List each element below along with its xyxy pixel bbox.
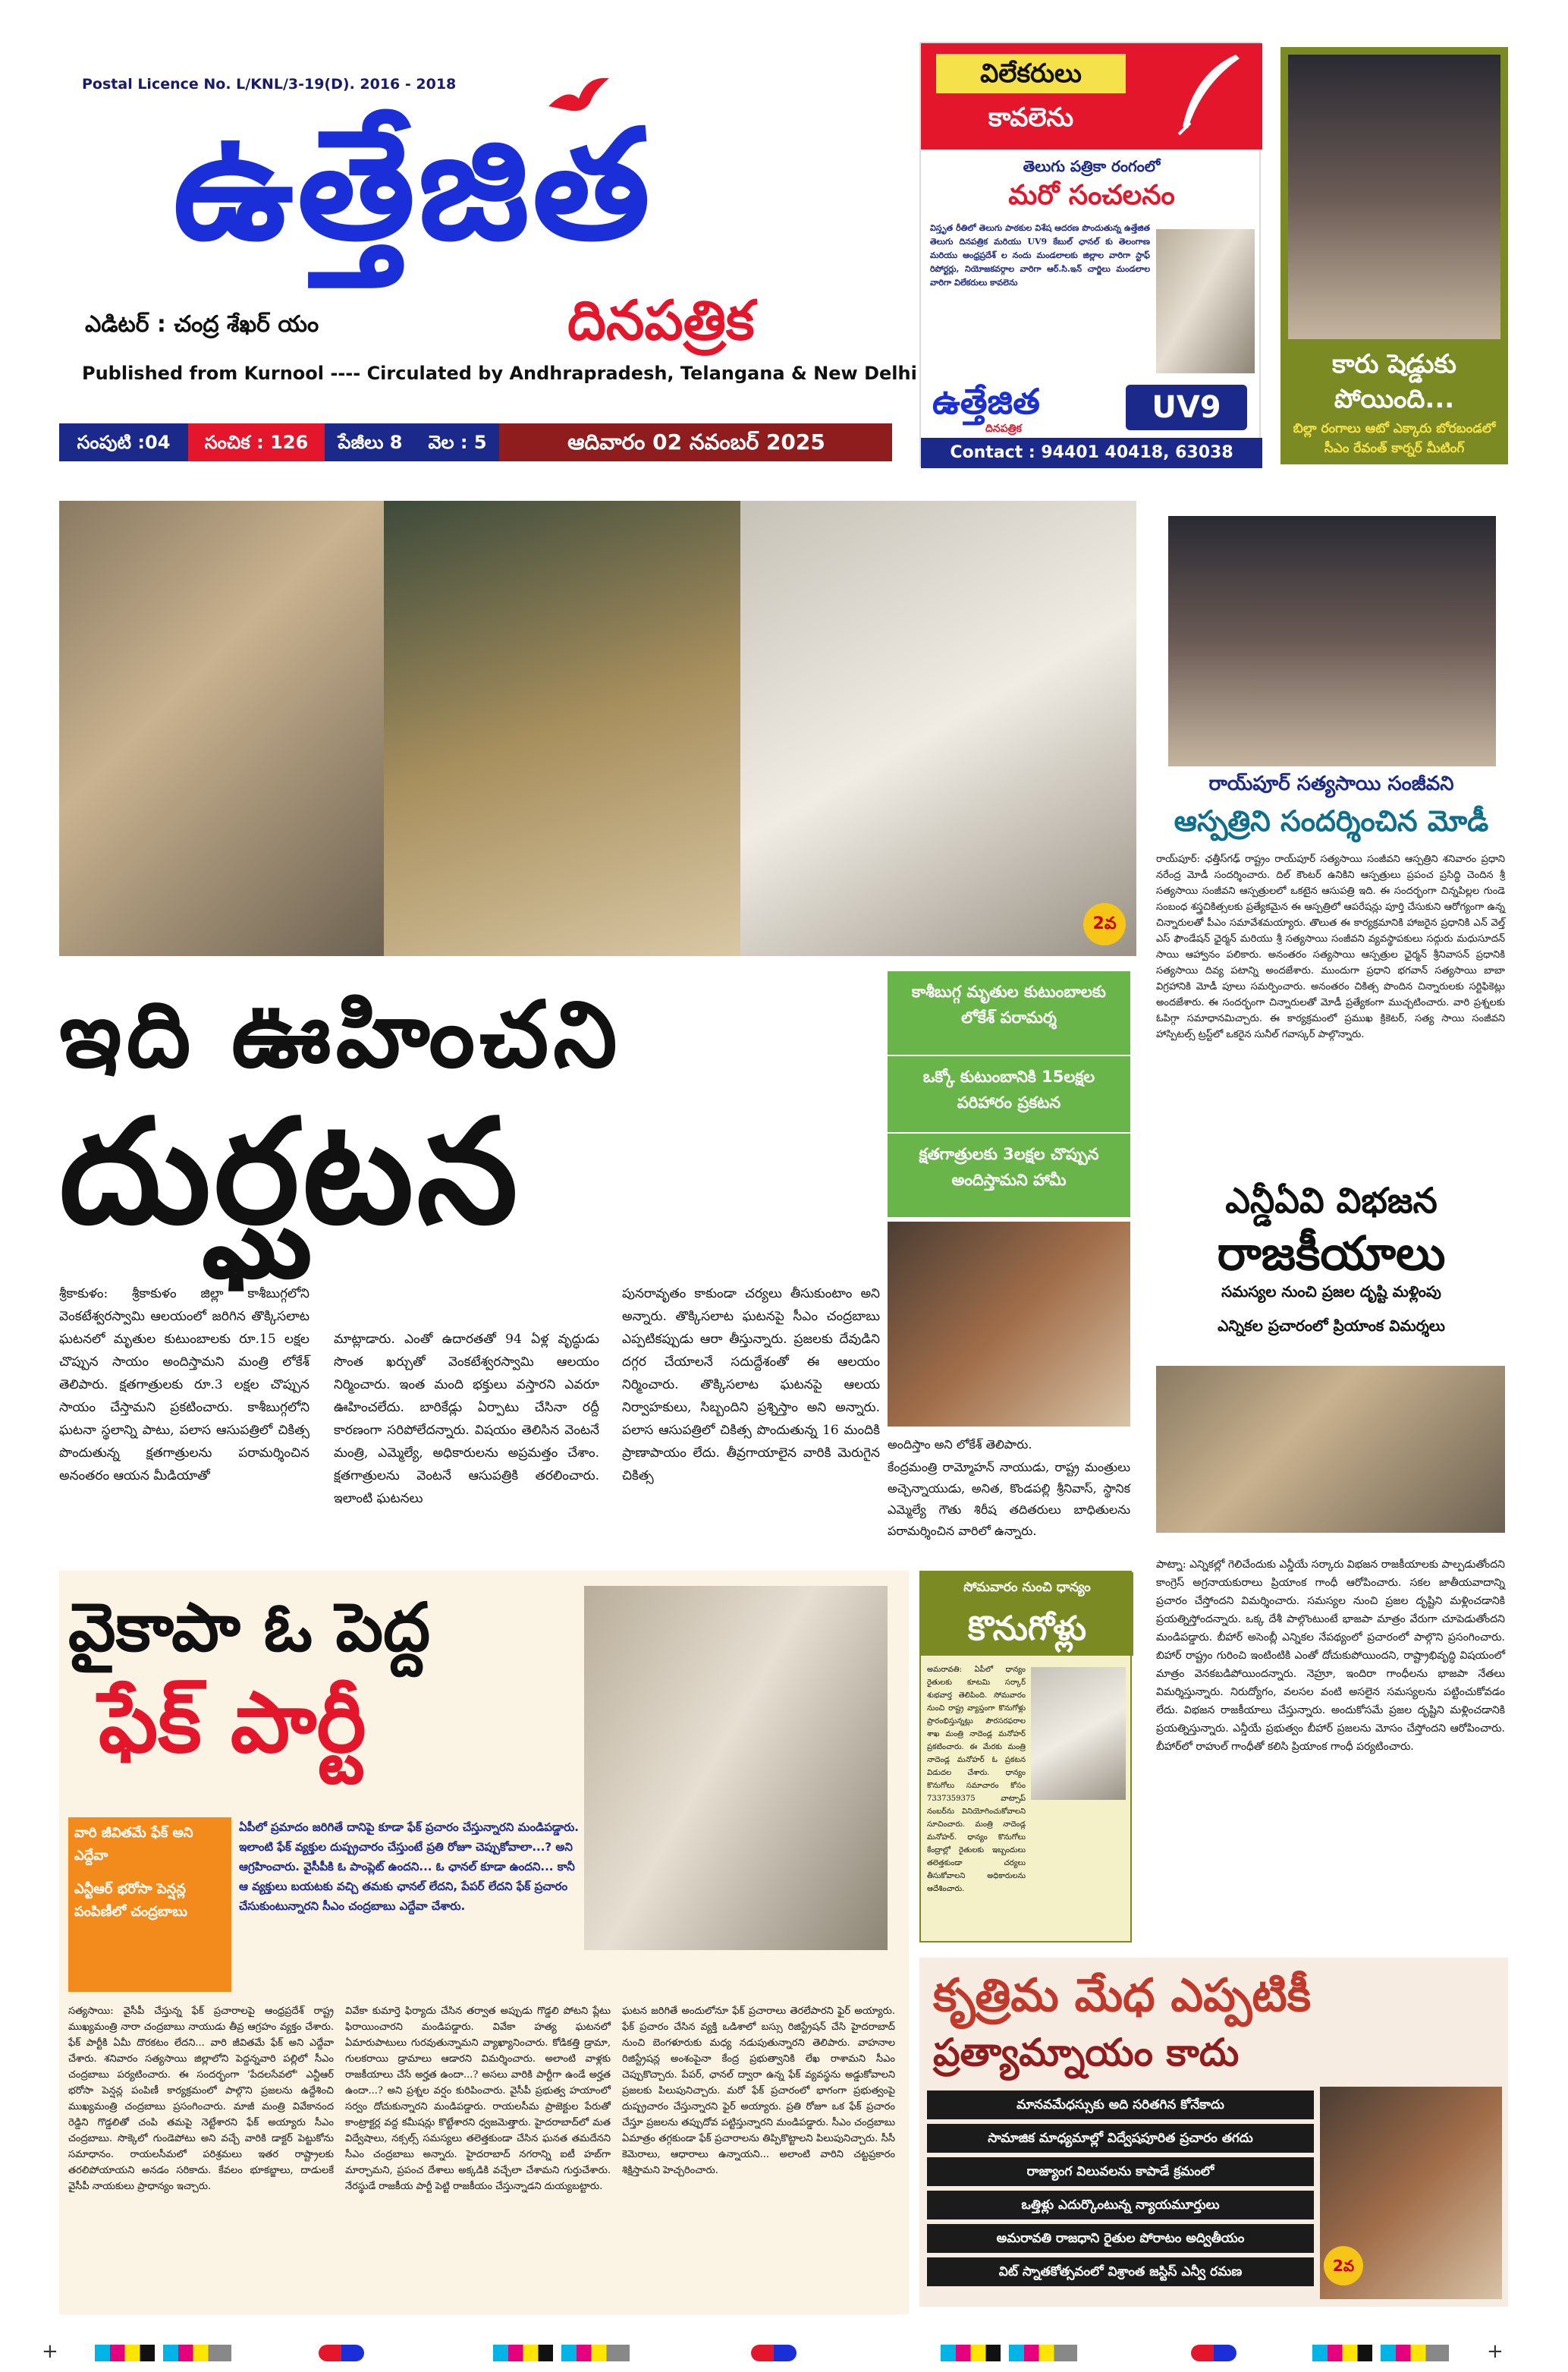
registration-dot	[1191, 2345, 1236, 2361]
ad-newspaper-image	[1156, 229, 1255, 373]
modi-photo	[1168, 516, 1496, 766]
side-promo-headline: కారు షెడ్డుకు పోయింది...	[1332, 349, 1456, 414]
nda-body: పాట్నా: ఎన్నికల్లో గెలిచేందుకు ఎన్డీయే సర్కారు విభజన రాజకీయాలకు పాల్పడుతోందని కాంగ్రెస్ అగ్రనాయకురాలు ప్రియాంక గాంధీ ఆరోపించారు. సకల జాతీయవాదాన్ని ప్రచారం చేస్తోందని విమర్శించారు. సమస్యల నుంచి ప్రజల దృష్టిని మళ్లించడానికి ప్రయత్నిస్తోందన్నారు. ఒక్క దేశీ పాల్గొంటుంటే భాజపా మాత్రం వేరుగా చూపెడుతోందని మండిపడ్డారు. బీహార్ అసెంబ్లీ ఎన్నికల నేపథ్యంలో ప్రచారంలో పాల్గొని ప్రసంగించారు. బిహార్ రాష్ట్రం గురించి ఇంటింటికి ఎంతో దోచుకుపోయిందని, రాష్ట్రాభివృద్ధి విషయంలో మాత్రం వెనకబడిపోయిందన్నారు. నెహ్రూ, ఇందిరా గాంధీలను భాజపా నేతలు విమర్శిస్తున్నారు. నిరుద్యోగం, వలసల వంటి అసలైన సమస్యలను పట్టించుకోవడం లేదు. విభజన రాజకీయాలు చేస్తున్నారు. అందుకోసమే ప్రజల దృష్టిని మళ్లించడానికి ప్రయత్నిస్తున్నారు. ఎన్డీయే ప్రభుత్వం బీహార్ ప్రజలను మోసం చేస్తోందని ఆరోపించారు. బీహార్‌లో రాహుల్ గాంధీతో కలిసి ప్రియాంక గాంధీ పర్యటించారు.	[1156, 1559, 1505, 1753]
issue-label: సంచిక : 126	[188, 423, 325, 461]
main-story-col3: పునరావృతం కాకుండా చర్యలు తీసుకుంటాం అని అన్నారు. తొక్కిసలాట ఘటనపై సీఎం చంద్రబాబు ఎప్పటికప్పుడు ఆరా తీస్తున్నారు. ప్రజలకు దేవుడిని దగ్గర చేయాలనే సదుద్దేశంతో ఈ ఆలయం నిర్మించారు. తొక్కిసలాట ఘటనపై ఆలయ నిర్వాహకులు, సిబ్బందిని ప్రశ్నిస్తాం అని అన్నారు. పలాస ఆసుపత్రిలో చికిత్స పొందుతున్న 16 మందికి ప్రాణాపాయం లేదు. తీవ్రగాయాలైన వారికి మెరుగైన చికిత్స	[622, 1286, 880, 1483]
nda-sub1: సమస్యల నుంచి ప్రజల దృష్టి మళ్లింపు	[1221, 1282, 1441, 1301]
ad-line2: మరో సంచలనం	[1008, 180, 1175, 211]
main-story-col1: శ్రీకాకుళం: శ్రీకాకుళం జిల్లా కాశీబుగ్గలోని వెంకటేశ్వరస్వామి ఆలయంలో జరిగిన తొక్కిసలాట ఘటనలో మృతుల కుటుంబాలకు రూ.15 లక్షల చొప్పున సాయం అందిస్తామని మంత్రి లోకేశ్ తెలిపారు. క్షతగాత్రులకు రూ.3 లక్షల చొప్పున సాయం చేస్తామని ప్రకటించారు. కాశీబుగ్గలోని ఘటనా స్థలాన్ని పాటు, పలాస ఆసుపత్రిలో చికిత్స పొందుతున్న క్షతగాత్రులను పరామర్శించిన అనంతరం ఆయన మీడియాతో	[59, 1286, 310, 1483]
color-swatch-strip	[941, 2345, 1077, 2361]
ad-contact: Contact : 94401 40418, 63038 17489	[921, 438, 1262, 468]
ai-bullet: సామాజిక మాధ్యమాల్లో విద్వేషపూరిత ప్రచారం తగదు	[927, 2124, 1314, 2153]
registration-dot	[751, 2345, 797, 2361]
ai-bullet: అమరావతి రాజధాని రైతుల పోరాటం అద్వితీయం	[927, 2224, 1314, 2253]
nda-headline1: ఎన్డీఏవి విభజన	[1225, 1180, 1438, 1221]
crop-mark-right-icon: +	[1487, 2340, 1504, 2363]
ycp-quote: ఏపీలో ప్రమాదం జరిగితే దానిపై కూడా ఫేక్ ప్రచారం చేస్తున్నారని మండిపడ్డారు. ఇలాంటి ఫేక్ వ్యక్తుల దుష్ప్రచారం చేస్తుంటే ప్రతి రోజూ చెప్పుకోవాలా...? అని ఆగ్రహించారు. వైసీపీకి ఓ పాంప్లెట్ ఉందని... ఓ ఛానల్ కూడా ఉందని... కానీ ఆ వ్యక్తులు బయటకు వచ్చి తమకు ఛానల్ లేదని, పేపర్ లేదని ఫేక్ ప్రచారం చేసుకుంటున్నారని సీఎం చంద్రబాబు ఎద్దేవా చేశారు.	[239, 1820, 579, 1913]
lokesh-box-line1: కాశీబుగ్గ మృతుల కుటుంబాలకు లోకేశ్ పరామర్శ	[888, 971, 1130, 1055]
ycp-body-col2: వివేకా కుమార్తె ఫిర్యాదు చేసిన తర్వాత అప్పుడు గొడ్డలి పోటని ప్లేటు ఫిరాయించారని మండిపడ్డారు. వివేకా హత్య ఘటనలో ఏమారుపాటులు గురవుతున్నామని వ్యాఖ్యానించారు. కోడికత్తి డ్రామా, గులకరాయి డ్రామాలు ఆడారని విమర్శించారు. అలాంటి వాళ్లకు రాజకీయాలు చేసే అర్హత ఉందా...? అసలు వారికి పార్టీగా ఉండే అర్హత ఉందా...? అని ప్రశ్నల వర్షం కురిపించారు. వైసీపీ ప్రభుత్వ హయాంలో సర్వం దోచుకున్నారని మండిపడ్డారు. రాయలసీమ ప్రాజెక్టుల పేరుతో కాంట్రాక్టర్ల వద్ద కమీషన్లు కొట్టేశారని ధ్వజమెత్తారు. హైదరాబాద్‌లో మత విద్వేషాలు, నక్సల్స్ సమస్యలు తలెత్తకుండా చేసిన ఘనత తమదేనని సీఎం చంద్రబాబు అన్నారు. హైదరాబాద్ నగరాన్ని ఐటీ హబ్‌గా మార్చామని, ప్రపంచ దేశాలు అక్కడికి వచ్చేలా చేశామని గుర్తుచేశారు. నేరస్థుడే రాజకీయ పార్టీ పెట్టి రాజకీయం చేస్తున్నాడని దుయ్యబట్టారు.	[345, 2006, 611, 2192]
recruitment-ad	[919, 42, 1261, 492]
ai-page-ref: 2వ	[1324, 2246, 1363, 2285]
ai-bullet: మానవమేధస్సుకు అది సరితగిన కోనేకాదు	[927, 2090, 1314, 2119]
grain-box	[919, 1571, 1132, 1943]
price-label: వెల : 5	[416, 423, 499, 461]
newspaper-title: ఉత్తేజిత	[173, 97, 654, 274]
modi-body: రాయ్‌పూర్: ఛత్తీస్‌గఢ్ రాష్ట్రం రాయ్‌పూర్ సత్యసాయి సంజీవని ఆస్పత్రిని శనివారం ప్రధాని నరేంద్ర మోడీ సందర్శించారు. దిల్ కౌంటర్ ఉనికిని ఆస్పత్రులు ప్రపంచ ప్రసిద్ధి చెందిన శ్రీ సత్యసాయి సంజీవని ఆస్పత్రులలో ఒకటైన ఆసుపత్రి ఇది. ఈ సందర్భంగా చిన్నపిల్లల గుండె సంబంధ శస్త్రచికిత్సలకు ప్రత్యేకమైన ఈ ఆస్పత్రిలో ఆపరేషన్లు పూర్తి చేసుకుని ఆరోగ్యంగా ఉన్న చిన్నారులతో పీఎం సమావేశమయ్యారు. తొలుత ఈ కార్యక్రమానికి హాజరైన ప్రధానికి ఎన్ వెల్త్ ఎస్ ఫౌండేషన్ ఛైర్మన్ మరియు శ్రీ సత్యసాయి సంజీవని వ్యవస్థాపకులు సద్గురు మధుసూదన్ సాయి ఆహ్వానం పలికారు. అనంతరం సత్యసాయి ఆస్పత్రుల ఛైర్మన్ శ్రీనివాసన్ ప్రధానికి సత్యసాయి దివ్య పటాన్ని అందజేశారు. ముందుగా ప్రధాని భగవాన్ సత్యసాయి బాబా విగ్రహానికి మోడీ పూలు సమర్పించారు. అనంతరం చికిత్స పొందిన చిన్నారులకు సర్టిఫికెట్లు అందజేశారు. ఈ సందర్భంగా చిన్నారులతో మోడీ ప్రత్యేకంగా ముచ్చటించారు. వారి ప్రశ్నలకు ఓపిగ్గా సమాధానమిచ్చారు. ఈ కార్యక్రమంలో ప్రముఖ క్రికెటర్, సత్య సాయి సంజీవని హాస్పిటల్స్ ట్రస్ట్‌లో ఒకరైన సునీల్ గవాస్కర్ పాల్గొన్నారు.	[1156, 854, 1505, 1040]
ai-headline1: కృత్రిమ మేధ ఎప్పటికీ	[933, 1969, 1312, 2022]
print-registration-bar	[0, 2337, 1568, 2367]
ad-heading-line1: విలేకరులు	[936, 54, 1126, 93]
ycp-body-col3: ఘటన జరిగితే అందులోనూ ఫేక్ ప్రచారాలు తెరలేపారని ఫైర్ అయ్యారు. ఫేక్ ప్రచారం చేసిన వ్యక్తి ఒడిశాలో బస్సు రిజిస్ట్రేషన్ చేసి హైదరాబాద్ నుంచి బెంగళూరుకు మధ్య నడుపుతున్నారని తెలిపారు. వాహనాల రిజిస్ట్రేషన్ల అంశంపైనా కేంద్ర ప్రభుత్వానికి లేఖ రాశామని సీఎం చెప్పుకొచ్చారు. పేపర్, ఛానల్ ద్వారా ఉన్న ఫేక్ వ్యవస్థను అడ్డుకోవాలని ప్రజలకు పిలుపునిచ్చారు. మరో ఫేక్ ప్రచారంలో భాగంగా ప్రభుత్వంపై దుష్ప్రచారం చేస్తున్నారని ఫైర్ అయ్యారు. ప్రతి రోజూ ఒక ఫేక్ ప్రచారం చేస్తూ ప్రజలను తప్పుదోవ పట్టిస్తున్నారని మండిపడ్డారు. సీఎం చంద్రబాబు ఏమాత్రం తగ్గకుండా ఫేక్ ప్రచారాలను తిప్పికొట్టాలని పిలుపునిచ్చారు. సీసీ కెమెరాలు, ఆధారాలు ఉన్నాయని... అలాంటి వారిని చట్టప్రకారం శిక్షిస్తామని హెచ్చరించారు.	[622, 2006, 895, 2176]
lokesh-photo	[888, 1222, 1130, 1427]
main-story-col2: మాట్లాడారు. ఎంతో ఉదారతతో 94 ఏళ్ల వృద్ధుడు సొంత ఖర్చుతో వెంకటేశ్వరస్వామి ఆలయం నిర్మించారు. ఇంత మంది భక్తులు వస్తారని ఎవరూ ఊహించలేదు. బారికేడ్లు ఏర్పాటు చేసినా రద్దీ కారణంగా సరిపోలేదన్నారు. విషయం తెలిసిన వెంటనే మంత్రి, ఎమ్మెల్యే, అధికారులను అప్రమత్తం చేశాం. క్షతగాత్రులను వెంటనే ఆసుపత్రికి తరలించారు. ఇలాంటి ఘటనలు	[334, 1332, 599, 1506]
ad-brand: ఉత్తేజిత	[932, 381, 1040, 422]
volume-label: సంపుటి :04	[59, 423, 188, 461]
color-swatch-strip	[493, 2345, 630, 2361]
nda-headline2: రాజకీయాలు	[1217, 1225, 1446, 1281]
ai-headline2: ప్రత్యామ్నాయం కాదు	[933, 2031, 1240, 2075]
ycp-orange-text1: వారి జీవితమే ఫేక్ అని ఎద్దేవా	[74, 1825, 193, 1864]
ad-channel-logo: UV9	[1126, 385, 1247, 430]
editor-name: ఎడిటర్ : చంద్ర శేఖర్ యం	[85, 311, 319, 338]
lokesh-box	[888, 971, 1130, 1548]
ycp-headline1: వైకాపా ఓ పెద్ద	[68, 1588, 431, 1666]
date-label: ఆదివారం 02 నవంబర్ 2025	[567, 429, 825, 455]
lokesh-body: కేంద్రమంత్రి రామ్మోహన్ నాయుడు, రాష్ట్ర మంత్రులు అచ్చెన్నాయుడు, అనిత, కొండపల్లి శ్రీనివాస్, స్థానిక ఎమ్మెల్యే గౌతు శిరీష తదితరులు బాధితులను పరామర్శించిన వారిలో ఉన్నారు.	[888, 1460, 1130, 1538]
modi-headline2: ఆస్పత్రిని సందర్శించిన మోడీ	[1174, 804, 1489, 838]
page-ref-badge: 2వ	[1083, 903, 1126, 945]
ad-brand-sub: దినపత్రిక	[985, 423, 1022, 435]
ad-heading-line2: కావలెను	[988, 102, 1074, 133]
stampede-photo-2	[384, 501, 740, 956]
ycp-headline2: ఫేక్ పార్టీ	[99, 1674, 366, 1771]
ycp-body-col1: సత్యసాయి: వైసీపీ చేస్తున్న ఫేక్ ప్రచారాలపై ఆంధ్రప్రదేశ్ రాష్ట్ర ముఖ్యమంత్రి నారా చంద్రబాబు నాయుడు తీవ్ర ఆగ్రహం వ్యక్తం చేశారు. ఫేక్ పార్టీకి ఏమీ దొరకటం లేదని... వారి జీవితమే ఫేక్ అని ఎద్దేవా చేశారు. శనివారం సత్యసాయి జిల్లాలోని పెద్దన్నవారి పల్లిలో సీఎం చంద్రబాబు పర్యటించారు. ఈ సందర్భంగా 'పేదలసేవలో' ఎన్టీఆర్ భరోసా పెన్షన్ల పంపిణీ కార్యక్రమంలో పాల్గొని ప్రజలను ఉద్దేశించి ముఖ్యమంత్రి చంద్రబాబు ప్రసంగించారు. మాజీ మంత్రి వివేకానంద రెడ్డిని గొడ్డలితో చంపి తమపై నెట్టేశారని ఫేక్ అయ్యారు సీఎం చంద్రబాబు. సొక్కెలో గుండెపోటు అని వచ్చే వారికి డాక్టర్ పెట్టుకోను సమాధానం. రాయలసీమలో పరిశ్రమలు ఇతర రాష్ట్రాలకు తరలిపోయాయని అనడం సరికాదు. కేవలం భూకబ్జాలు, దాడులకే వైసీపీ నాయకులు ప్రాధాన్యం ఇచ్చారు.	[68, 2006, 334, 2192]
ai-bullet: విట్ స్నాతకోత్సవంలో విశ్రాంత జస్టిస్ ఎన్వీ రమణ	[927, 2257, 1314, 2286]
lokesh-box-line2: ఒక్కో కుటుంబానికి 15లక్షల పరిహారం ప్రకటన	[888, 1056, 1130, 1132]
ycp-orange-text2: ఎన్టీఆర్ భరోసా పెన్షన్ల పంపిణీలో చంద్రబాబు	[74, 1881, 187, 1920]
grain-body: అమరావతి: ఏపీలో ధాన్యం రైతులకు కూటమి సర్కార్ శుభవార్త తెలిపింది. సోమవారం నుంచి రాష్ట్ర వ్యాప్తంగా కొనుగోళ్లు ప్రారంభిస్తున్నట్లు పౌరసరఫరాల శాఖ మంత్రి నాదెండ్ల మనోహర్ ప్రకటించారు. ఈ మేరకు మంత్రి నాదెండ్ల మనోహర్ ఓ ప్రకటన విడుదల చేశారు. ధాన్యం కొనుగోలు సమాచారం కోసం 7337359375 వాట్సాప్ నంబర్‌ను వినియోగించుకోవాలని సూచించారు. మంత్రి నాదెండ్ల మనోహర్. ధాన్యం కొనుగోలు కేంద్రాల్లో రైతులకు ఇబ్బందులు తలెత్తకుండా చర్యలు తీసుకోవాలని అధికారులను ఆదేశించారు.	[927, 1666, 1026, 1893]
priyanka-rally-photo	[1156, 1366, 1505, 1533]
color-swatch-strip	[1312, 2345, 1449, 2361]
ycp-orange-box	[68, 1817, 231, 1992]
postal-licence: Postal Licence No. L/KNL/3-19(D). 2016 - 2018	[82, 76, 457, 93]
published-line: Published from Kurnool ---- Circulated by Andhrapradesh, Telangana & New Delhi	[82, 363, 917, 384]
side-promo	[1280, 47, 1508, 464]
ai-bullet: రాజ్యాంగ విలువలను కాపాడే క్రమంలో	[927, 2157, 1314, 2186]
main-headline-small: ఇది ఊహించని	[59, 983, 622, 1088]
main-headline-big: దుర్ఘటన	[59, 1088, 521, 1256]
modi-headline1: రాయ్‌పూర్ సత్యసాయి సంజీవని	[1208, 772, 1454, 795]
side-promo-sub: బిల్లా రంగాలు ఆటో ఎక్కారు బోరబండలో సీఎం రేవంత్ కార్నర్ మీటింగ్	[1293, 421, 1496, 456]
ad-line1: తెలుగు పత్రికా రంగంలో	[1023, 157, 1161, 175]
nadendla-photo	[1031, 1667, 1126, 1800]
ai-bullets	[927, 2090, 1314, 2291]
ad-header	[921, 43, 1262, 149]
grain-kicker: సోమవారం నుంచి ధాన్యం	[921, 1572, 1133, 1603]
chandrababu-photo	[584, 1586, 888, 1950]
grain-headline: కొనుగోళ్లు	[921, 1603, 1133, 1656]
newspaper-subtitle: దినపత్రిక	[567, 288, 755, 352]
ai-bullet: ఒత్తిళ్లు ఎదుర్కొంటున్న న్యాయమూర్తులు	[927, 2191, 1314, 2219]
stampede-photo-1	[59, 501, 384, 956]
color-swatch-strip	[95, 2345, 231, 2361]
pages-label: పేజీలు 8	[325, 423, 416, 461]
side-promo-photo	[1288, 55, 1500, 339]
lokesh-box-line3: క్షతగాత్రులకు 3లక్షల చొప్పున అందిస్తామని హామీ	[888, 1134, 1130, 1217]
elderly-man-photo	[740, 501, 1136, 956]
masthead	[59, 68, 917, 467]
lokesh-caption: అందిస్తాం అని లోకేశ్ తెలిపారు.	[888, 1437, 1032, 1452]
crop-mark-left-icon: +	[42, 2340, 58, 2363]
nda-sub2: ఎన్నికల ప్రచారంలో ప్రియాంక విమర్శలు	[1218, 1317, 1445, 1335]
registration-dot	[319, 2345, 364, 2361]
quill-pen-icon	[1164, 51, 1247, 142]
ad-body: విస్తృత రీతిలో తెలుగు పాఠకుల విశేష ఆదరణ పొందుతున్న ఉత్తేజిత తెలుగు దినపత్రిక మరియు UV9 కేబుల్ ఛానల్ కు తెలంగాణ మరియు ఆంధ్రప్రదేశ్ ల నందు మండలాలకు జిల్లాల వారిగా స్టాఫ్ రిపోర్టర్లు, నియోజకవర్గాల వారిగా ఆర్.సి.ఇన్ చార్జిలు మండలాల వారిగా విలేకరులు కావలెను	[930, 223, 1150, 288]
info-bar	[59, 423, 892, 461]
